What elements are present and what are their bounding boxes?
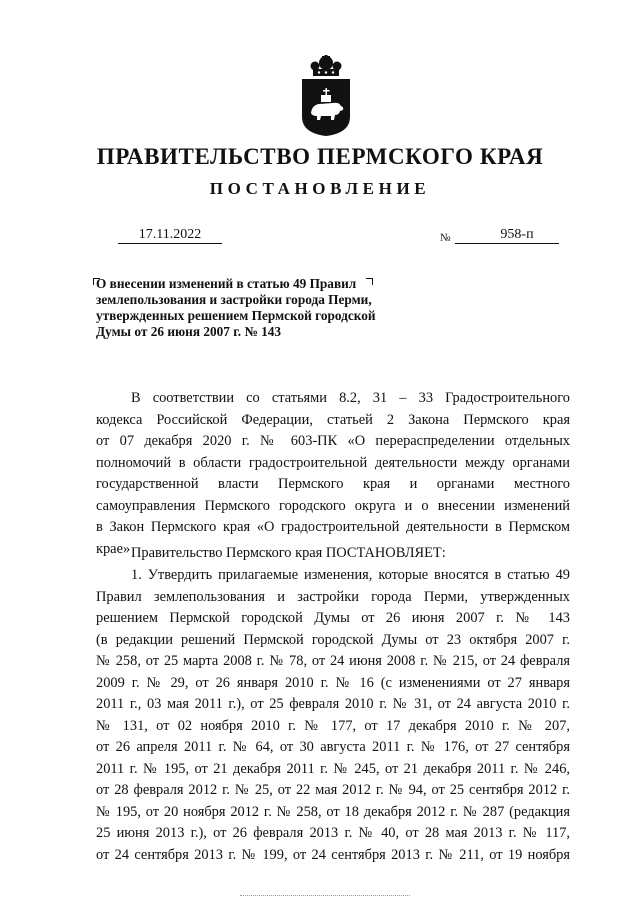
text-line: решением Пермской городской Думы от 26 июня 2007 г. № 143 (96, 610, 570, 626)
document-number: 958-п (500, 227, 534, 242)
text-line: кодекса Российской Федерации, статьей 2 Закона Пермского края (96, 411, 570, 428)
text-line: 25 июня 2013 г.), от 26 февраля 2013 г. № 40, от 28 мая 2013 г. № 117, (96, 825, 570, 841)
text-line: 2011 г., 03 мая 2011 г.), от 25 февраля 2010 г. № 31, от 24 августа 2010 г. (96, 696, 570, 712)
text-line: Правил землепользования и застройки города Перми, утвержденных (96, 588, 570, 605)
paragraph-legal-basis (96, 388, 570, 560)
subject-line: Думы от 26 июня 2007 г. № 143 (96, 324, 282, 339)
number-label: № (440, 232, 451, 244)
text-line: № 195, от 20 ноября 2012 г. № 258, от 18 декабря 2012 г. № 287 (редакция (96, 803, 570, 820)
text-line: от 26 апреля 2011 г. № 64, от 30 августа 2011 г. № 176, от 27 сентября (96, 739, 570, 755)
document-number-field (455, 226, 559, 244)
document-subject (96, 276, 426, 340)
text-line: от 24 сентября 2013 г. № 199, от 24 сентября 2013 г. № 211, от 19 ноября (96, 846, 570, 863)
paragraph-resolves (96, 543, 570, 565)
paragraph-item-1 (96, 565, 570, 866)
subject-line: О внесении изменений в статью 49 Правил (96, 276, 357, 291)
text-line: № 258, от 25 марта 2008 г. № 78, от 24 июня 2008 г. № 215, от 24 февраля (96, 653, 570, 669)
text-line: (в редакции решений Пермской городской Думы от 23 октября 2007 г. (96, 631, 570, 648)
text-line: в Закон Пермского края «О градостроительной деятельности в Пермском (96, 519, 570, 535)
text-line: В соответствии со статьями 8.2, 31 – 33 Градостроительного (131, 390, 570, 406)
text-line: Правительство Пермского края ПОСТАНОВЛЯЕТ: (131, 545, 446, 561)
text-line: 2011 г. № 195, от 21 декабря 2011 г. № 245, от 21 декабря 2011 г. № 246, (96, 760, 570, 777)
text-line: полномочий в области градостроительной деятельности между органами (96, 454, 570, 471)
subject-line: утвержденных решением Пермской городской (96, 308, 376, 323)
page-edge-divider (240, 895, 410, 896)
text-line: от 07 декабря 2020 г. № 603-ПК «О перераспределении отдельных (96, 433, 570, 449)
government-title: ПРАВИТЕЛЬСТВО ПЕРМСКОГО КРАЯ (96, 144, 544, 169)
text-line: государственной власти Пермского края и органами местного (96, 476, 570, 492)
document-date: 17.11.2022 (118, 226, 222, 244)
subject-line: землепользования и застройки города Перми, (96, 292, 372, 307)
text-line: № 131, от 02 ноября 2010 г. № 177, от 17 декабря 2010 г. № 207, (96, 717, 570, 734)
text-line: от 28 февраля 2012 г. № 25, от 22 мая 2012 г. № 94, от 25 сентября 2012 г. (96, 782, 570, 798)
coat-of-arms-icon (299, 55, 353, 137)
document-type: ПОСТАНОВЛЕНИЕ (209, 179, 431, 198)
text-line: крае» (96, 540, 131, 557)
text-line: 2009 г. № 29, от 26 января 2010 г. № 16 (с изменениями от 27 января (96, 674, 570, 691)
text-line: 1. Утвердить прилагаемые изменения, которые вносятся в статью 49 (131, 567, 570, 583)
text-line: самоуправления Пермского городского округа и о внесении изменений (96, 497, 570, 514)
